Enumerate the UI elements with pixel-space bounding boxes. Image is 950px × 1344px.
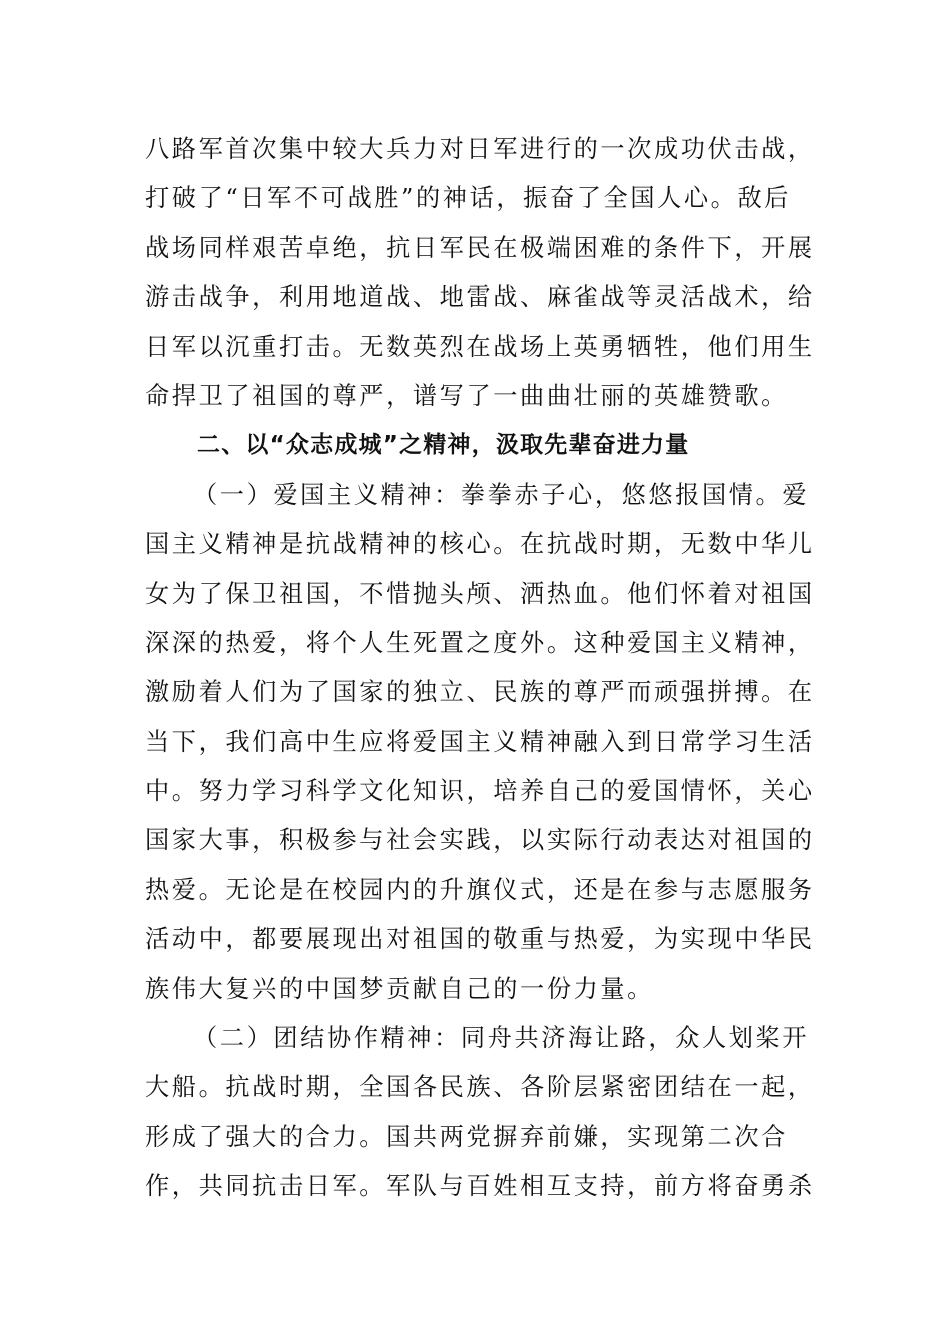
text-line: 族伟大复兴的中国梦贡献自己的一份力量。 [145,974,654,1003]
subsection-heading-line: （二）团结协作精神：同舟共济海让路，众人划桨开 [193,1024,810,1053]
document-body [145,125,815,1212]
text-line: 形成了强大的合力。国共两党摒弃前嫌，实现第二次合 [145,1122,788,1151]
text-line: 中。努力学习科学文化知识，培养自己的爱国情怀，关心 [145,777,815,806]
text-line: 打破了“日军不可战胜”的神话，振奋了全国人心。敌后 [145,184,792,213]
subsection-heading-line: （一）爱国主义精神：拳拳赤子心，悠悠报国情。爱 [193,480,810,509]
text-line: 当下，我们高中生应将爱国主义精神融入到日常学习生活 [145,727,815,756]
text-line: 命捍卫了祖国的尊严，谱写了一曲曲壮丽的英雄赞歌。 [145,381,788,410]
text-line: 大船。抗战时期，全国各民族、各阶层紧密团结在一起， [145,1073,815,1102]
text-line: 深深的热爱，将个人生死置之度外。这种爱国主义精神， [145,628,815,657]
text-line: 国家大事，积极参与社会实践，以实际行动表达对祖国的 [145,826,815,855]
section-heading: 二、以“众志成城”之精神，汲取先辈奋进力量 [197,432,690,459]
text-line: 游击战争，利用地道战、地雷战、麻雀战等灵活战术，给 [145,283,815,312]
text-line: 激励着人们为了国家的独立、民族的尊严而顽强拼搏。在 [145,678,815,707]
text-line: 女为了保卫祖国，不惜抛头颅、洒热血。他们怀着对祖国 [145,579,815,608]
text-line: 国主义精神是抗战精神的核心。在抗战时期，无数中华儿 [145,530,815,559]
text-line: 八路军首次集中较大兵力对日军进行的一次成功伏击战， [145,135,815,163]
text-line: 战场同样艰苦卓绝，抗日军民在极端困难的条件下，开展 [145,233,815,262]
text-line: 活动中，都要展现出对祖国的敬重与热爱，为实现中华民 [145,925,815,954]
text-line: 作，共同抗击日军。军队与百姓相互支持，前方将奋勇杀 [145,1172,815,1201]
text-line: 日军以沉重打击。无数英烈在战场上英勇牺牲，他们用生 [145,332,815,361]
text-line: 热爱。无论是在校园内的升旗仪式，还是在参与志愿服务 [145,875,815,904]
